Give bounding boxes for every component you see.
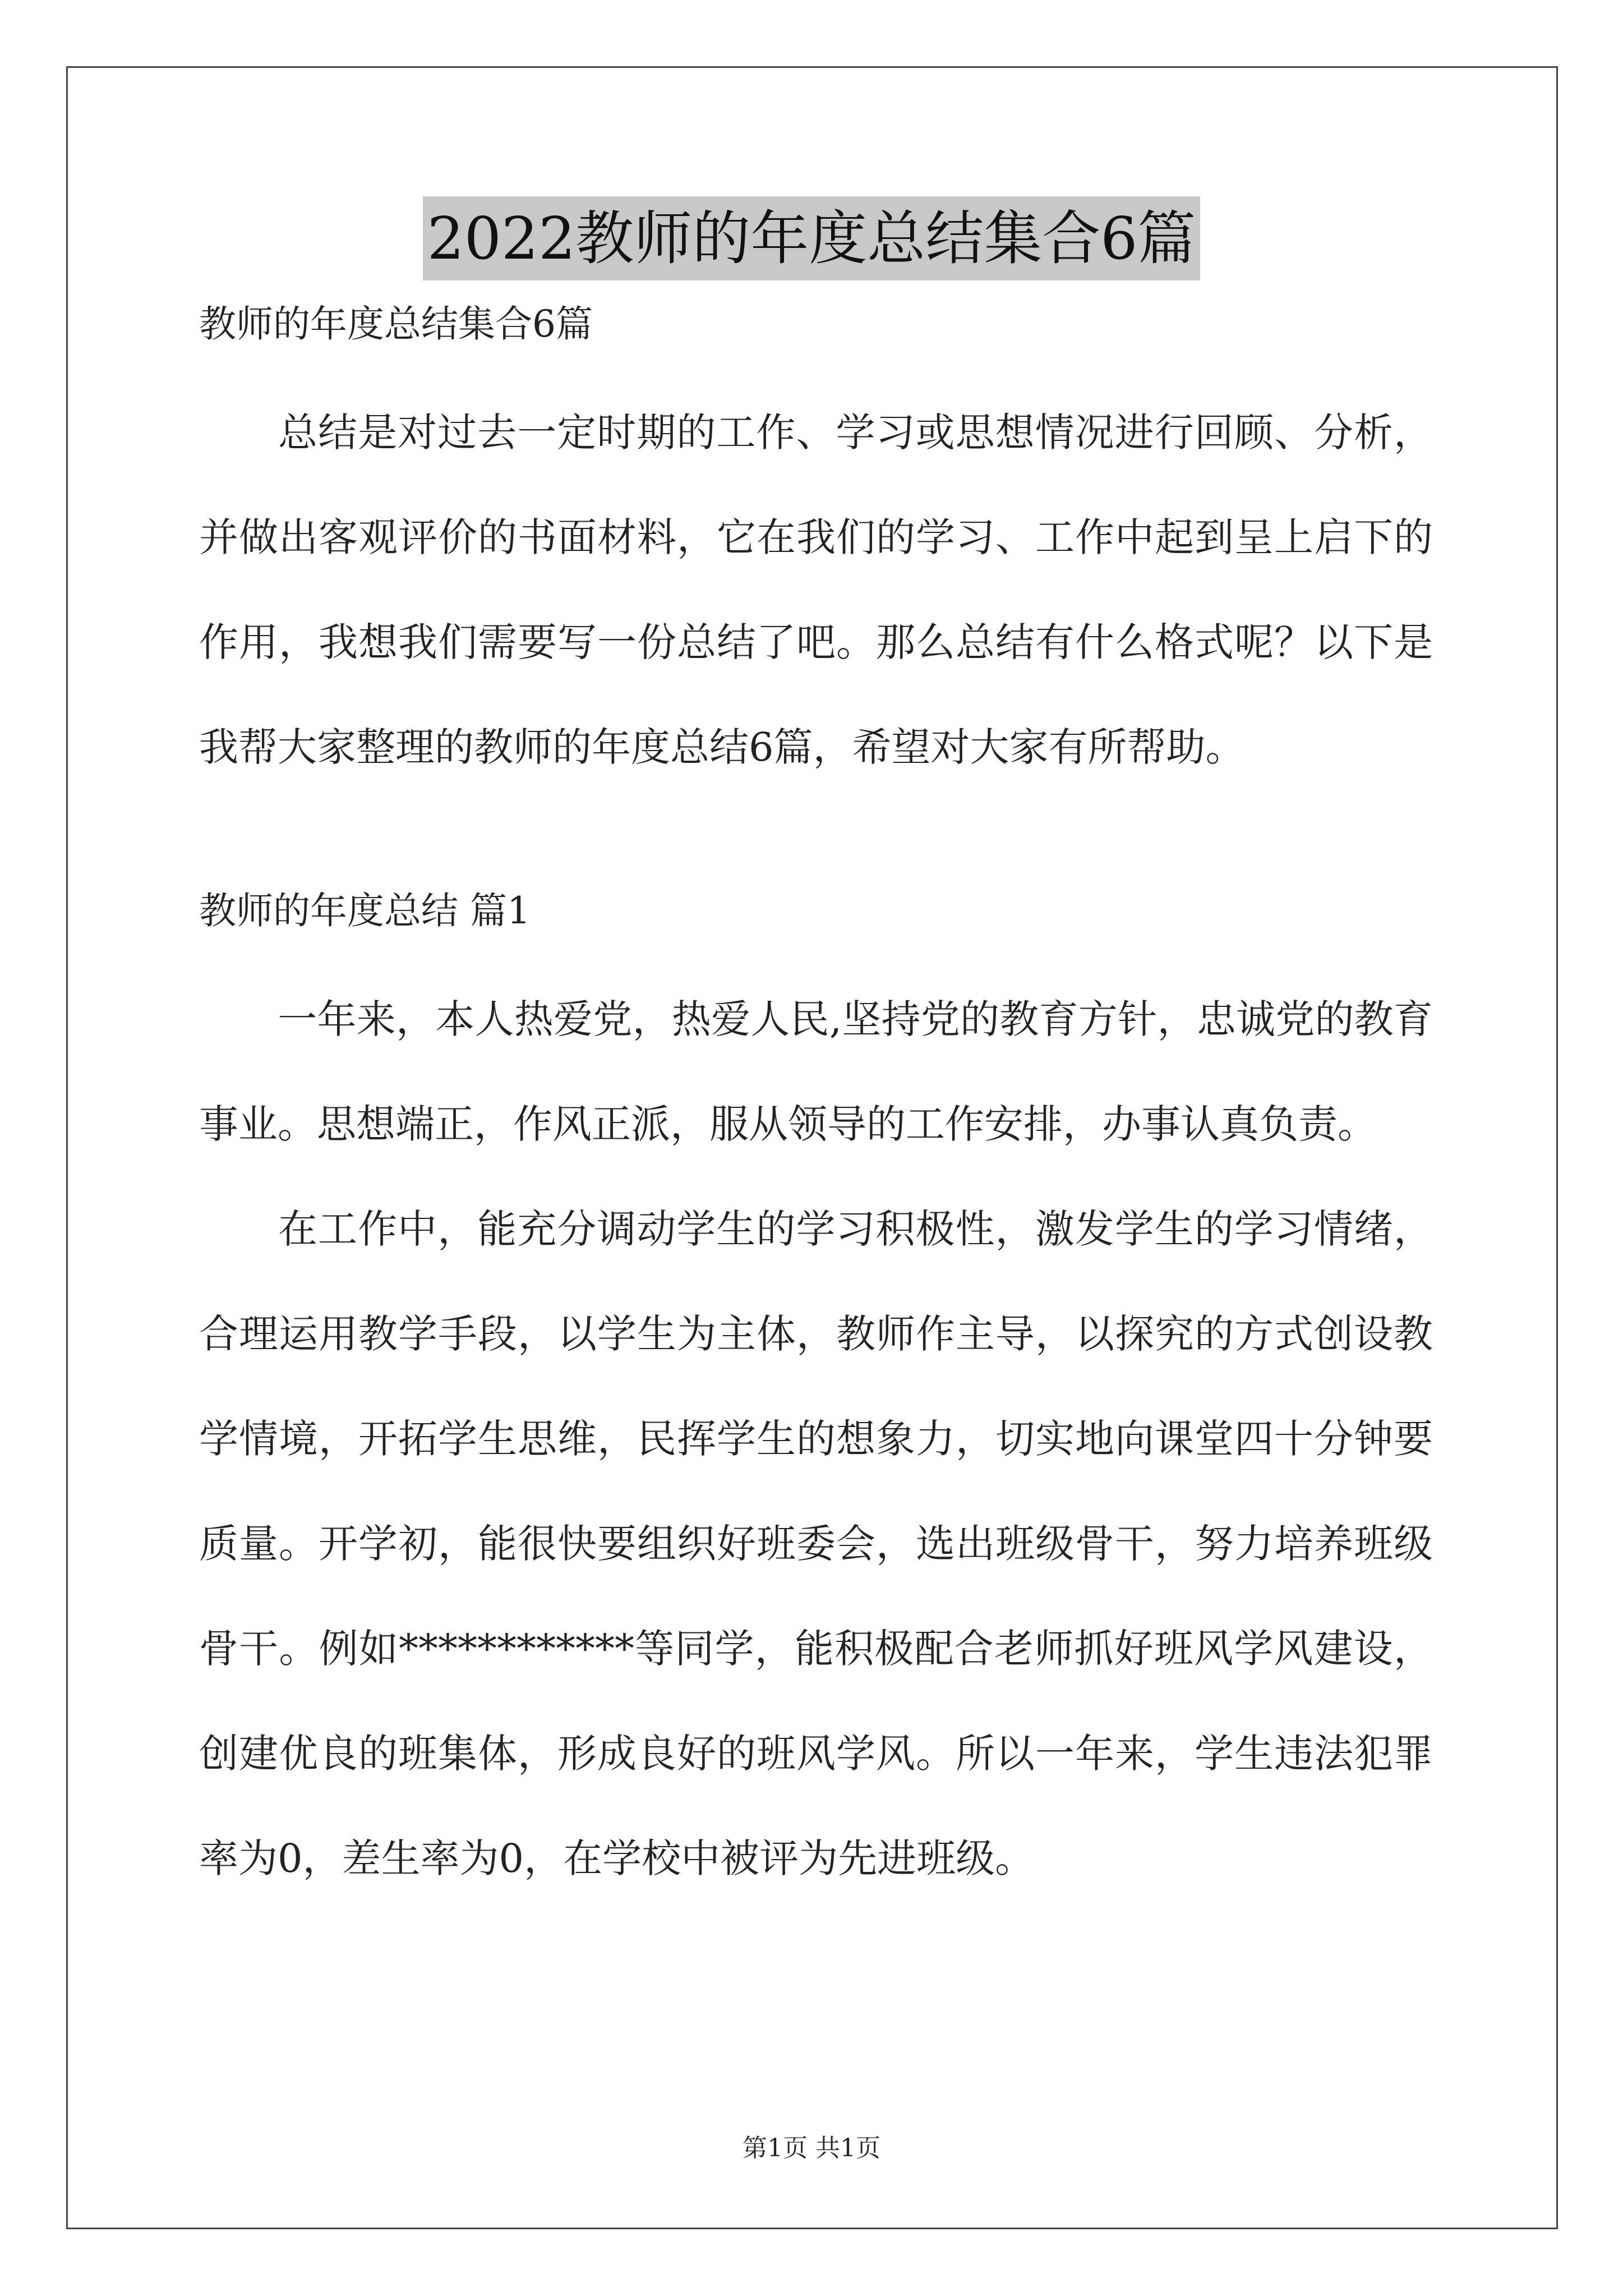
document-body — [199, 297, 1433, 1911]
section1-paragraph-1 — [199, 967, 1433, 1177]
intro-paragraph — [199, 380, 1433, 800]
document-subtitle: 教师的年度总结集合6篇 — [199, 302, 593, 346]
page-footer: 第1页 共1页 — [743, 2134, 880, 2162]
section1-paragraph-2 — [199, 1177, 1433, 1911]
spacer — [199, 800, 1433, 884]
spacer — [199, 351, 1433, 380]
intro-text: 总结是对过去一定时期的工作、学习或思想情况进行回顾、分析，并做出客观评价的书面材料，它在我们的学习、工作中起到呈上启下的作用，我想我们需要写一份总结了吧。那么总结有什么格式呢？以下是我帮大家整理的教师的年度总结6篇，希望对大家有所帮助。 — [199, 409, 1433, 770]
document-title: 2022教师的年度总结集合6篇 — [423, 196, 1201, 280]
title-container — [0, 196, 1623, 280]
section1-paragraph-1-text: 一年来，本人热爱党，热爱人民,坚持党的教育方针，忠诚党的教育事业。思想端正，作风正派，服从领导的工作安排，办事认真负责。 — [199, 996, 1433, 1147]
spacer — [199, 938, 1433, 967]
section-heading: 教师的年度总结 篇1 — [199, 889, 531, 932]
section1-paragraph-2-text: 在工作中，能充分调动学生的学习积极性，激发学生的学习情绪，合理运用教学手段，以学生为主体，教师作主导，以探究的方式创设教学情境，开拓学生思维，民挥学生的想象力，切实地向课堂四十分钟要质量。开学初，能很快要组织好班委会，选出班级骨干，努力培养班级骨干。例如************等同学，能积极配合老师抓好班风学风建设，创建优良的班集体，形成良好的班风学风。所以一年来，学生违法犯罪率为0，差生率为0，在学校中被评为先进班级。 — [199, 1206, 1433, 1881]
